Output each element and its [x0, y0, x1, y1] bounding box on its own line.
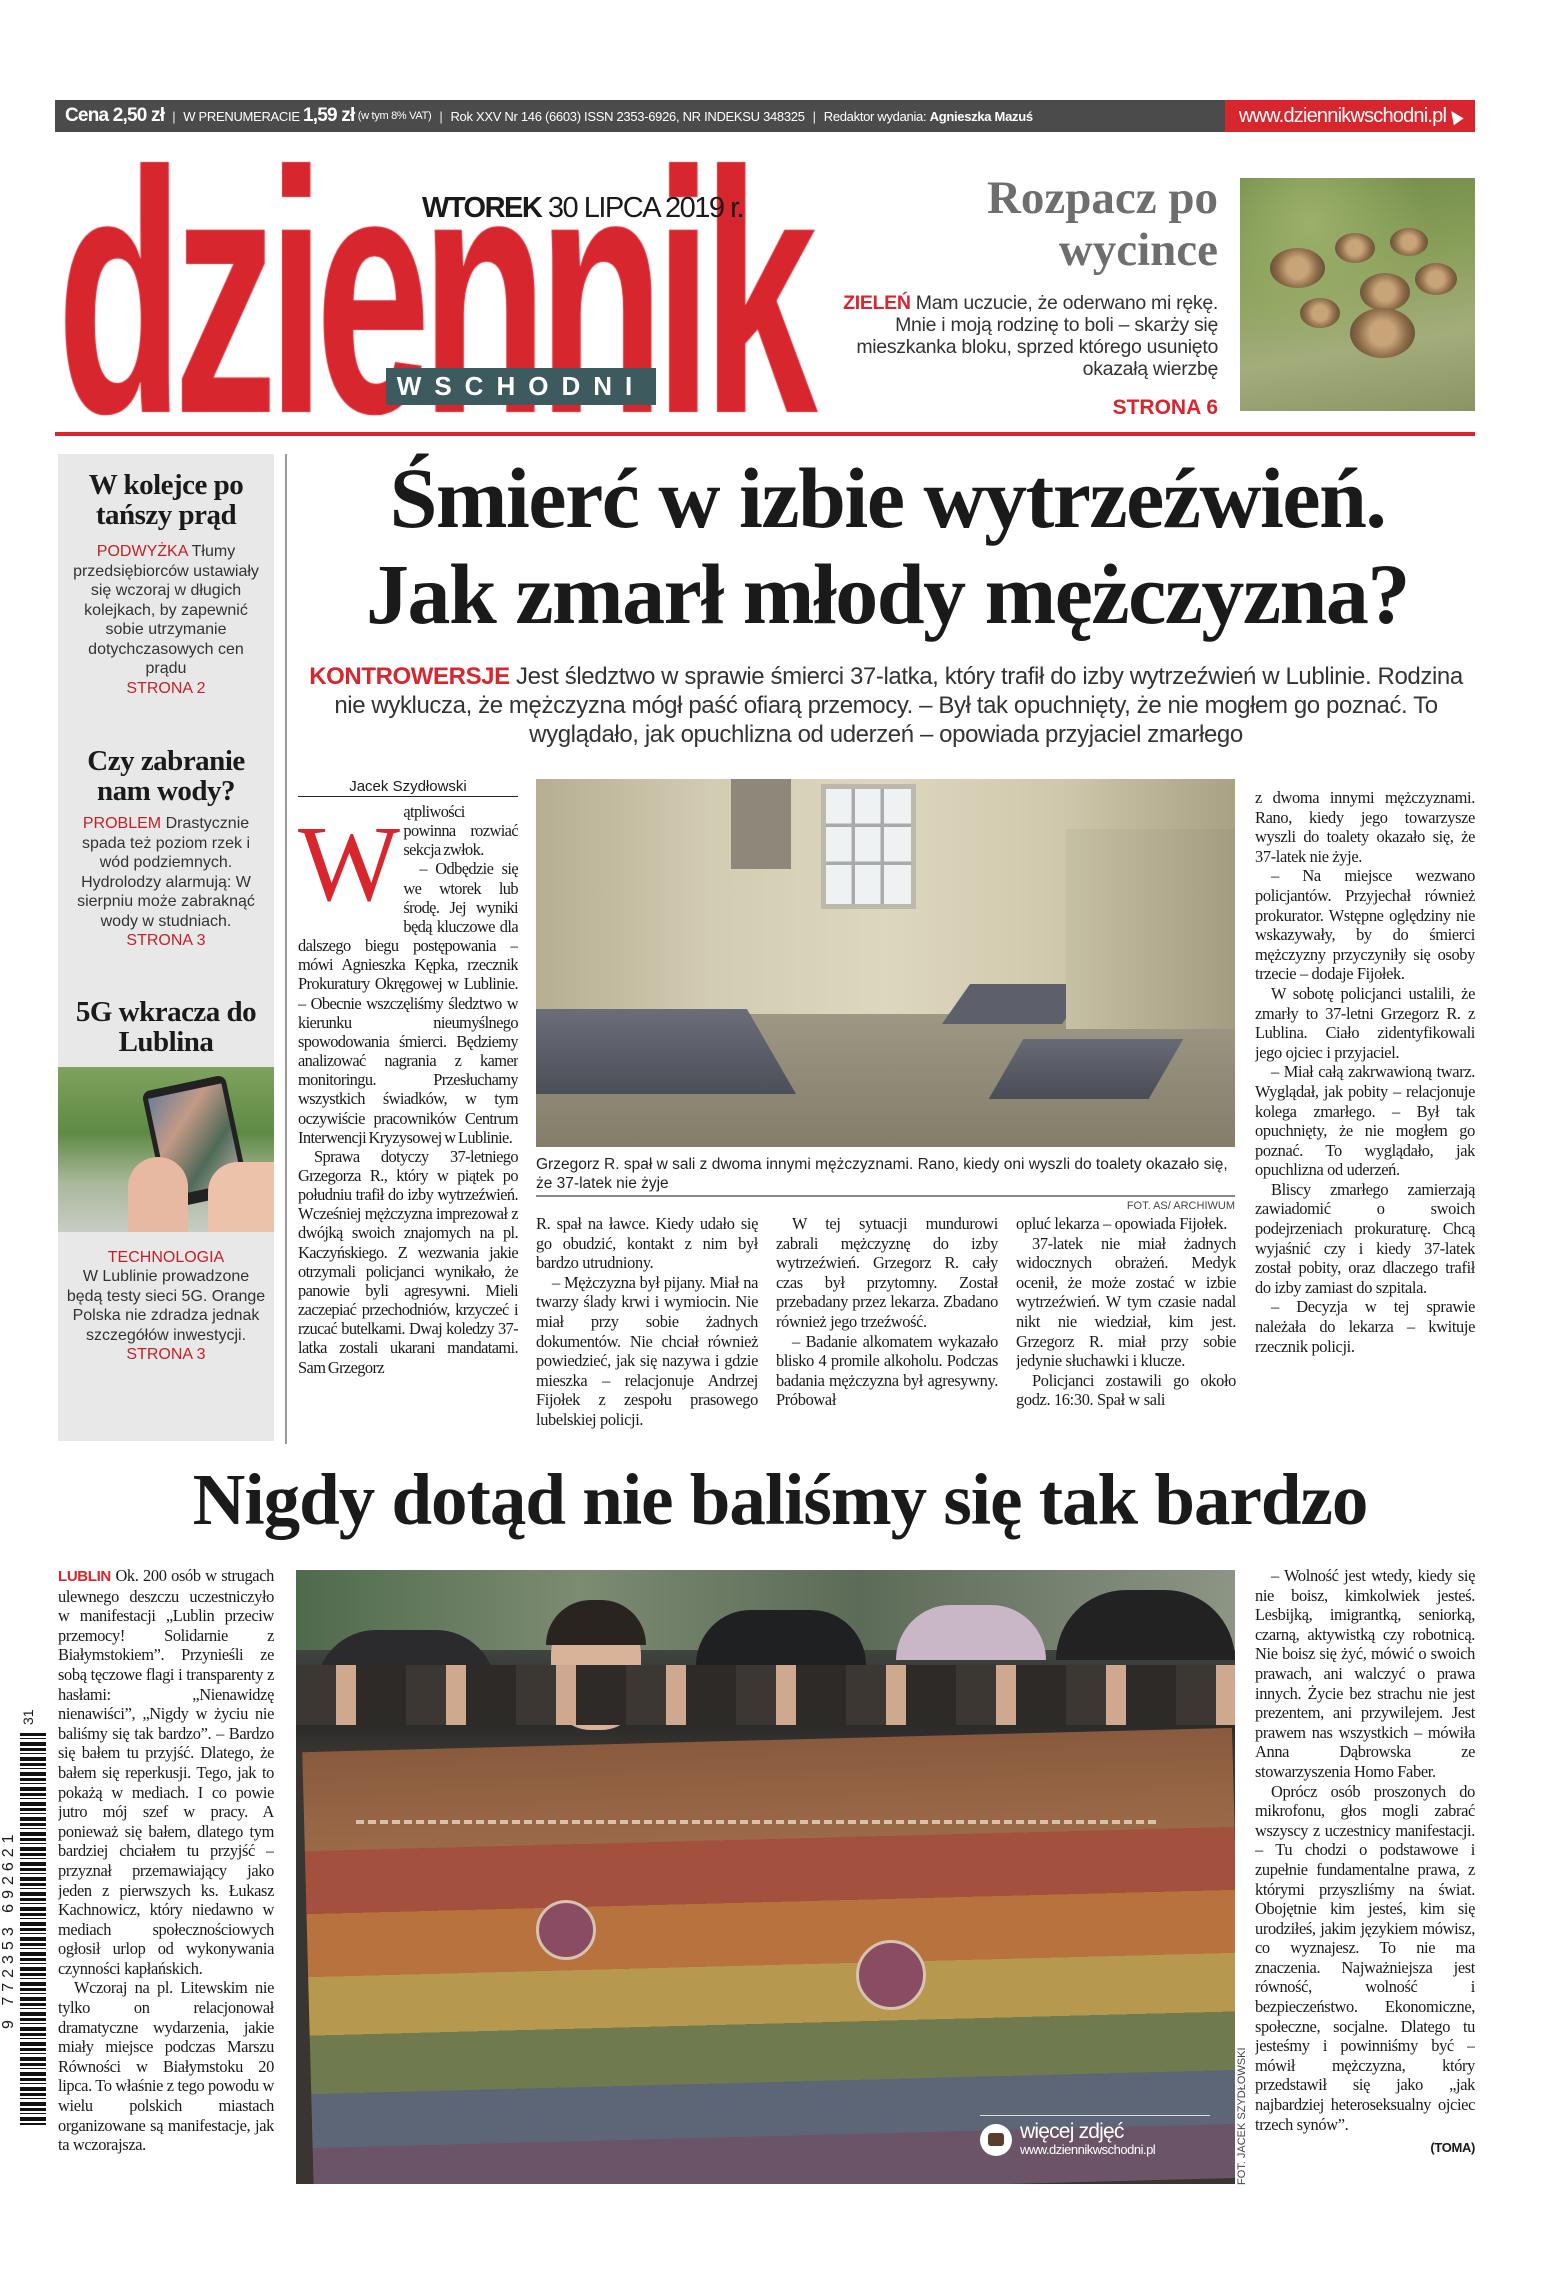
- photo-caption: Grzegorz R. spał w sali z dwoma innymi mężczyznami. Rano, kiedy oni wyszli do toalety okazało się, że 37-latek nie żyje: [536, 1155, 1235, 1197]
- sidebar-item-text: Tłumy przedsiębiorców ustawiały się wczoraj w długich kolejkach, by zapewnić sobie utrzymanie dotychczasowych cen prądu: [73, 543, 259, 677]
- smartphone-photo: [58, 1067, 274, 1232]
- badge-url[interactable]: www.dziennikwschodni.pl: [1020, 2142, 1156, 2157]
- paragraph: R. spał na ławce. Kiedy udało się go obudzić, kontakt z nim był bardzo utrudniony.: [536, 1214, 758, 1273]
- sidebar-item-text: W Lublinie prowadzone będą testy sieci 5G. Orange Polska nie zdradza jednak szczegółów inwestycji.: [66, 1268, 266, 1344]
- date-text: 30 LIPCA 2019 r.: [547, 192, 744, 224]
- masthead-divider: [55, 432, 1475, 436]
- logo-subtitle: WSCHODNI: [386, 368, 656, 405]
- paragraph: Policjanci zostawili go około godz. 16:30. Spał w sali: [1016, 1370, 1236, 1410]
- article-column-5: [1255, 788, 1475, 1450]
- masthead-info-bar: Cena 2,50 zł | W PRENUMERACIE 1,59 zł (w tym 8% VAT) | Rok XXV Nr 146 (6603) ISSN 2353-6926, NR INDEKSU 348325 | Redaktor wydania: Agnieszka Mazuś www.dziennikwschodni.pl: [55, 100, 1475, 132]
- article-column-2: [536, 1214, 758, 1450]
- paragraph: W tej sytuacji mundurowi zabrali mężczyznę do izby wytrzeźwień. Grzegorz R. cały czas był przytomny. Został przebadany przez lekarza. Zbadano również jego trzeźwość.: [776, 1214, 998, 1331]
- paragraph: z dwoma innymi mężczyznami. Rano, kiedy jego towarzysze wyszli do toalety okazało się, że 37-latek nie żyje.: [1255, 788, 1475, 866]
- sidebar-item-electricity[interactable]: [58, 454, 274, 698]
- editor-label: Redaktor wydania:: [823, 108, 927, 124]
- issue-code: 31: [20, 1709, 36, 1725]
- sidebar-item-title: W kolejce po tańszy prąd: [88, 469, 244, 531]
- headline-line-2: Jak zmarł młody mężczyzna?: [366, 546, 1409, 642]
- sidebar-item-kicker: TECHNOLOGIA: [107, 1248, 225, 1266]
- teaser-kicker: ZIELEŃ: [843, 292, 911, 314]
- photo-credit: FOT. JACEK SZYDŁOWSKI: [1236, 2047, 1248, 2185]
- second-story-left-column: [58, 1566, 274, 2231]
- more-photos-badge[interactable]: [980, 2115, 1210, 2157]
- issue-info: Rok XXV Nr 146 (6603) ISSN 2353-6926, NR INDEKSU 348325: [450, 108, 805, 124]
- barcode: [0, 1709, 46, 2125]
- subscription-price: 1,59 zł: [303, 105, 355, 126]
- sidebar-item-title: 5G wkracza do Lublina: [75, 995, 257, 1058]
- cursor-icon: [1446, 107, 1463, 125]
- article-column-3: [776, 1214, 998, 1450]
- tree-stumps-photo: [1240, 178, 1475, 411]
- paragraph: Bliscy zmarłego zamierzają zawiadomić o swoich podejrzeniach prokuraturę. Chcą wyjaśnić czy i kiedy 37-latek został pobity, oraz dlaczego trafił do izby zamiast do szpitala.: [1255, 1179, 1475, 1297]
- teaser-story[interactable]: [840, 172, 1218, 420]
- paragraph: Oprócz osób proszonych do mikrofonu, głos mogli zabrać wszyscy z uczestnicy manifestacji. – Tu chodzi o podstawowe i zupełnie fundamentalne prawa, z którymi przyszliśmy na świat. Obojętnie kim jesteś, kim się urodziłeś, jakim językiem mówisz, co wyznajesz. To nie ma znaczenia. Najważniejsza jest równość, wolność i bezpieczeństwo. Ekonomiczne, społeczne, socjalne. Dlatego tu jesteśmy i powinniśmy być – mówił mężczyzna, który przedstawił się jako „jak najbardziej heteroseksualny ojciec trzech synów”.: [1255, 1781, 1475, 2134]
- editor-name: Agnieszka Mazuś: [929, 108, 1033, 124]
- drop-cap: W: [298, 805, 400, 924]
- main-headline: [300, 450, 1475, 642]
- paragraph: – Mężczyzna był pijany. Miał na twarzy ślady krwi i wymiocin. Nie miał przy sobie żadnych dokumentów. Nie chciał również powiedzieć, jak się nazywa i gdzie mieszka – relacjonuje Andrzej Fijołek z zespołu prasowego lubelskiej policji.: [536, 1272, 758, 1429]
- paragraph: Ok. 200 osób w strugach ulewnego deszczu uczestniczyło w manifestacji „Lublin przeciw przemocy! Solidarnie z Białymstokiem”. Przynieśli ze sobą tęczowe flagi i transparenty z hasłami: „Nienawidzę nienawiści”, „Nigdy w życiu nie baliśmy się tak bardzo”. – Bardzo się bałem tu przyjść. Dlatego, że bałem się reperkusji. Tego, jak to pokażą w mediach. I co powie jutro mój szef w pracy. A ponieważ się bałem, dlatego tym bardziej chciałem tu przyjść – przyznał przemawiający jako jeden z pierwszych ks. Łukasz Kachnowicz, który niedawno w mediach społecznościowych ogłosił urlop od wykonywania czynności kapłańskich.: [58, 1566, 274, 1978]
- barcode-bars: [20, 1733, 46, 2125]
- sidebar-item-5g[interactable]: [58, 951, 274, 1365]
- sidebar-item-page: STRONA 3: [126, 932, 206, 949]
- second-story-right-column: [1255, 1566, 1475, 2196]
- price: Cena 2,50 zł: [65, 105, 165, 126]
- sidebar-item-title: Czy zabranie nam wody?: [87, 745, 245, 807]
- main-lead: [296, 662, 1476, 749]
- date-day: WTOREK: [422, 192, 542, 224]
- teaser-text: Mam uczucie, że oderwano mi rękę. Mnie i moją rodzinę to boli – skarży się mieszkanka bloku, sprzed którego usunięto okazałą wierzbę: [856, 292, 1218, 380]
- photo-credit: FOT. AS/ ARCHIWUM: [1126, 1200, 1235, 1212]
- paragraph: W sobotę policjanci ustalili, że zmarły to 37-letni Grzegorz R. z Lublina. Ciało zidentyfikowali jego ojciec i przyjaciel.: [1255, 983, 1475, 1062]
- paragraph: ątpliwości powinna rozwiać sekcja zwłok.: [403, 802, 518, 860]
- sidebar-item-page: STRONA 2: [126, 679, 206, 697]
- author-signature: (TOMA): [1430, 2140, 1475, 2156]
- protest-photo: [296, 1570, 1235, 2184]
- sidebar-teasers: [58, 454, 274, 1441]
- paragraph: Sprawa dotyczy 37-letniego Grzegorza R., który w piątek po południu trafił do izby wytrzeźwień. Wcześniej mężczyzna imprezował z dwójką swoich znajomych na pl. Kaczyńskiego. Z wezwania jakie otrzymali policjanci wynikało, że panowie byli agresywni. Mieli zaczepiać przechodniów, krzyczeć i rzucać butelkami. Dwaj koledzy 37-latka zostali ukarani mandatami. Sam Grzegorz: [298, 1146, 518, 1377]
- teaser-page: STRONA 6: [1112, 396, 1218, 419]
- lead-text: Jest śledztwo w sprawie śmierci 37-latka, który trafił do izby wytrzeźwień w Lublinie. Rodzina nie wyklucza, że mężczyzna mógł paść ofiarą przemocy. – Był tak opuchnięty, że nie mogłem go poznać. To wyglądało, jak opuchlizna od uderzeń – opowiada przyjaciel zmarłego: [334, 663, 1463, 748]
- sidebar-item-page: STRONA 3: [126, 1346, 206, 1363]
- vat-note: (w tym 8% VAT): [357, 110, 432, 122]
- camera-icon: [980, 2124, 1012, 2156]
- article-column-4: [1016, 1214, 1236, 1450]
- paragraph: 37-latek nie miał żadnych widocznych obrażeń. Medyk ocenił, że może zostać w izbie wytrzeźwień. W tym czasie nadal nikt nie wiedział, kim jest. Grzegorz R. miał przy sobie jedynie słuchawki i klucze.: [1016, 1233, 1236, 1371]
- sidebar-item-text: Drastycznie spada też poziom rzek i wód podziemnych. Hydrolodzy alarmują: W sierpniu może zabraknąć wody w studniach.: [77, 815, 255, 930]
- paragraph: opluć lekarza – opowiada Fijołek.: [1016, 1214, 1228, 1233]
- website-link[interactable]: [1225, 100, 1475, 132]
- sobering-cell-photo: [536, 779, 1235, 1147]
- paragraph: Wczoraj na pl. Litewskim nie tylko on relacjonował dramatyczne wydarzenia, jakie miały miejsce podczas Marszu Równości w Białymstoku 20 lipca. To właśnie z tego powodu w wielu polskich miastach organizowane są manifestacje, jak ta wczorajsza.: [58, 1978, 274, 2155]
- headline-line-1: Śmierć w izbie wytrzeźwień.: [389, 450, 1386, 546]
- article-column-1: [298, 802, 518, 1453]
- paragraph: – Decyzja w tej sprawie należała do lekarza – kwituje rzecznik policji.: [1255, 1297, 1475, 1356]
- sidebar-item-kicker: PODWYŻKA: [96, 543, 188, 560]
- paragraph: – Na miejsce wezwano policjantów. Przyjechał również prokurator. Wstępne oględziny nie wskazywały, by do śmierci mężczyzny przyczyniły się osoby trzecie – dodaje Fijołek.: [1255, 866, 1475, 984]
- byline: Jacek Szydłowski: [298, 778, 518, 797]
- column-divider: [285, 454, 287, 1444]
- website-url[interactable]: www.dziennikwschodni.pl: [1238, 104, 1447, 127]
- subscription-label: W PRENUMERACIE: [183, 108, 300, 124]
- paragraph: – Badanie alkomatem wykazało blisko 4 promile alkoholu. Podczas badania mężczyzna był agresywny. Próbował: [776, 1331, 998, 1410]
- paragraph: – Wolność jest wtedy, kiedy się nie boisz, kimkolwiek jesteś. Lesbijką, imigrantką, seniorką, czarną, aktywistką czy robotnicą. Nie boisz się żyć, mówić o swoich prawach, ani walczyć o prawa innych. Życie bez strachu nie jest prezentem, ani przywilejem. Jest prawem nas wszystkich – mówiła Anna Dąbrowska ze stowarzyszenia Homo Faber.: [1255, 1566, 1475, 1781]
- issue-date: [422, 192, 743, 225]
- teaser-title: Rozpacz po wycince: [986, 172, 1218, 276]
- badge-title: więcej zdjęć: [1020, 2120, 1124, 2143]
- paragraph: – Odbędzie się we wtorek lub środę. Jej wyniki będą kluczowe dla dalszego biegu postępowania – mówi Agnieszka Kępka, rzecznik Prokuratury Okręgowej w Lublinie. – Obecnie wszczęliśmy śledztwo w kierunku nieumyślnego spowodowania śmierci. Będziemy analizować nagrania z kamer monitoringu. Przesłuchamy wszystkich świadków, w tym oczywiście pracowników Centrum Interwencji Kryzysowej w Lublinie.: [298, 859, 518, 1147]
- second-headline: Nigdy dotąd nie baliśmy się tak bardzo: [192, 1459, 1368, 1540]
- lead-kicker: KONTROWERSJE: [309, 663, 510, 690]
- story-kicker: LUBLIN: [58, 1568, 111, 1585]
- barcode-digits: 9 772353 692621: [0, 1829, 17, 2029]
- sidebar-item-kicker: PROBLEM: [82, 815, 162, 832]
- sidebar-item-water[interactable]: [58, 698, 274, 951]
- paragraph: – Miał całą zakrwawioną twarz. Wyglądał, jak pobity – relacjonuje kolega zmarłego. – Był tak opuchnięty, że nie mogłem go poznać. To wyglądało, jak opuchlizna od uderzeń.: [1255, 1062, 1475, 1180]
